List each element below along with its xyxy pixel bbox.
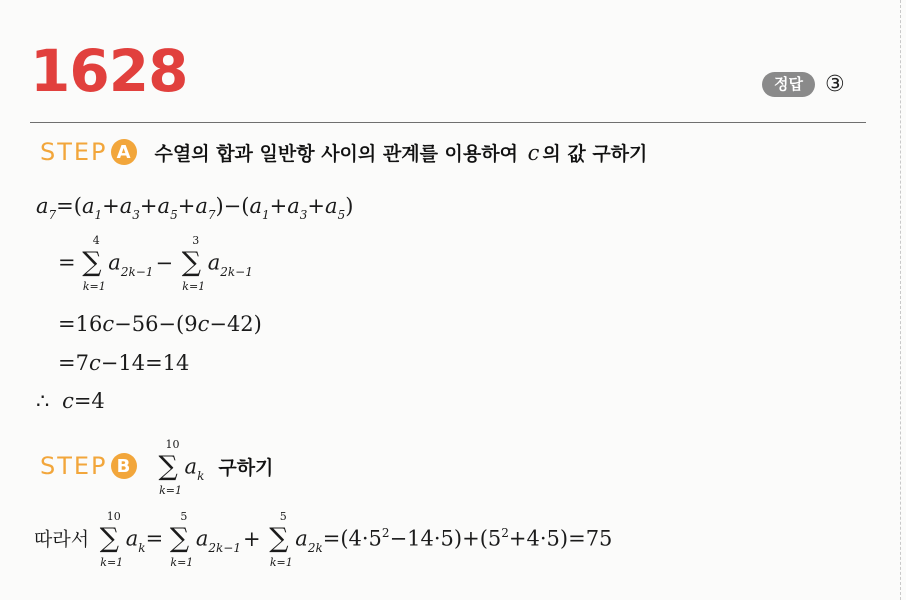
summation-2	[181, 234, 208, 293]
page-edge-guide	[900, 0, 901, 600]
summation-final-2	[169, 510, 196, 569]
expression-part: +4·5)=75	[508, 526, 613, 551]
term: a	[295, 526, 308, 551]
term: a	[125, 526, 139, 551]
step-b-word: STEP	[40, 452, 108, 480]
math-line-1	[36, 194, 354, 222]
operator: +	[307, 194, 326, 218]
variable-c: c	[197, 312, 210, 336]
equals-sign: =	[58, 312, 76, 336]
operator: +	[243, 526, 261, 551]
subscript: 7	[207, 208, 216, 222]
math-line-3	[58, 314, 262, 335]
operator: +	[177, 194, 196, 218]
math-line-4	[58, 353, 189, 374]
sum-upper-limit: 5	[180, 510, 188, 523]
superscript: 2	[381, 525, 390, 540]
header-divider	[30, 122, 866, 123]
term: a	[195, 526, 209, 551]
sum-upper-limit: 5	[279, 510, 287, 523]
term: a	[108, 250, 121, 275]
subscript: k	[197, 468, 205, 483]
term: a	[81, 194, 95, 218]
term: a	[184, 454, 198, 479]
sum-lower-limit: k=1	[182, 280, 206, 293]
summation-final-1	[99, 510, 126, 569]
operator: )	[345, 194, 354, 218]
operator: +	[139, 194, 158, 218]
sigma-icon: ∑	[158, 451, 178, 482]
answer-value: ③	[824, 72, 845, 97]
operator: −	[155, 250, 174, 275]
equals-sign: =	[58, 351, 76, 375]
subscript: 7	[48, 208, 57, 222]
subscript: 2k−1	[120, 264, 154, 279]
sum-lower-limit: k=1	[159, 484, 182, 497]
sigma-icon: ∑	[169, 523, 190, 554]
operator: +	[102, 194, 120, 218]
answer-label-badge: 정답	[762, 72, 815, 97]
term: a	[157, 194, 171, 218]
subscript: 5	[170, 208, 178, 222]
step-a-title	[155, 139, 648, 166]
math-line-2	[58, 234, 253, 293]
operator: +	[269, 194, 288, 218]
problem-number: 1628	[30, 37, 188, 105]
sum-upper-limit: 10	[165, 438, 180, 451]
step-b-sum-expression	[158, 438, 205, 497]
subscript: k	[138, 540, 146, 555]
number: 7	[75, 351, 89, 375]
sum-upper-limit: 3	[192, 234, 200, 247]
sum-lower-limit: k=1	[269, 556, 293, 569]
sum-lower-limit: k=1	[100, 556, 124, 569]
operator: )−(	[215, 194, 250, 218]
expression-part: −56−(9	[114, 312, 198, 336]
term: a	[36, 194, 49, 218]
therefore-icon: ∴	[36, 389, 50, 413]
step-a-title-after: 의 값 구하기	[542, 142, 648, 165]
variable-c: c	[88, 351, 101, 375]
equals-sign: =	[58, 250, 76, 275]
subscript: 2k−1	[208, 540, 241, 555]
term: a	[287, 194, 300, 218]
answer-area	[762, 72, 845, 97]
operator: =(	[56, 194, 82, 218]
step-b-heading	[40, 438, 274, 497]
sigma-icon: ∑	[82, 247, 102, 278]
sum-upper-limit: 4	[92, 234, 100, 247]
step-a-heading	[40, 138, 647, 166]
term: a	[249, 194, 262, 218]
variable-c: c	[102, 312, 115, 336]
sum-lower-limit: k=1	[82, 280, 106, 293]
step-b-title: 구하기	[218, 456, 274, 479]
subscript: 5	[337, 208, 346, 222]
superscript: 2	[501, 525, 509, 540]
equals-sign: =	[145, 526, 164, 551]
step-a-word: STEP	[40, 138, 108, 166]
step-a-title-var: c	[527, 140, 540, 165]
subscript: 3	[299, 208, 308, 222]
expression-part: =4	[73, 389, 105, 413]
step-a-letter-icon: A	[111, 139, 137, 165]
term: a	[207, 250, 221, 275]
sum-upper-limit: 10	[106, 510, 121, 523]
subscript: 2k	[307, 540, 323, 555]
expression-part: −14=14	[100, 351, 190, 375]
term: a	[119, 194, 133, 218]
sigma-icon: ∑	[181, 247, 202, 278]
step-a-title-before: 수열의 합과 일반항 사이의 관계를 이용하여	[154, 142, 518, 165]
step-b-letter-icon: B	[111, 453, 137, 479]
expression-part: −42)	[209, 312, 262, 336]
term: a	[195, 194, 208, 218]
term: a	[325, 194, 338, 218]
number: 16	[75, 312, 103, 336]
sum-lower-limit: k=1	[170, 556, 194, 569]
subscript: 3	[132, 208, 140, 222]
expression-part: =(4·5	[322, 526, 382, 551]
subscript: 1	[94, 208, 103, 222]
math-line-5	[36, 391, 105, 412]
final-line	[34, 510, 613, 569]
variable-c: c	[62, 389, 74, 413]
sigma-icon: ∑	[99, 523, 120, 554]
summation-final-3	[269, 510, 295, 569]
summation-step-b	[158, 438, 185, 497]
expression-part: −14·5)+(5	[389, 526, 502, 551]
summation-1	[82, 234, 108, 293]
subscript: 1	[262, 208, 270, 222]
final-prefix: 따라서	[34, 528, 90, 551]
sigma-icon: ∑	[269, 523, 289, 554]
subscript: 2k−1	[220, 264, 253, 279]
